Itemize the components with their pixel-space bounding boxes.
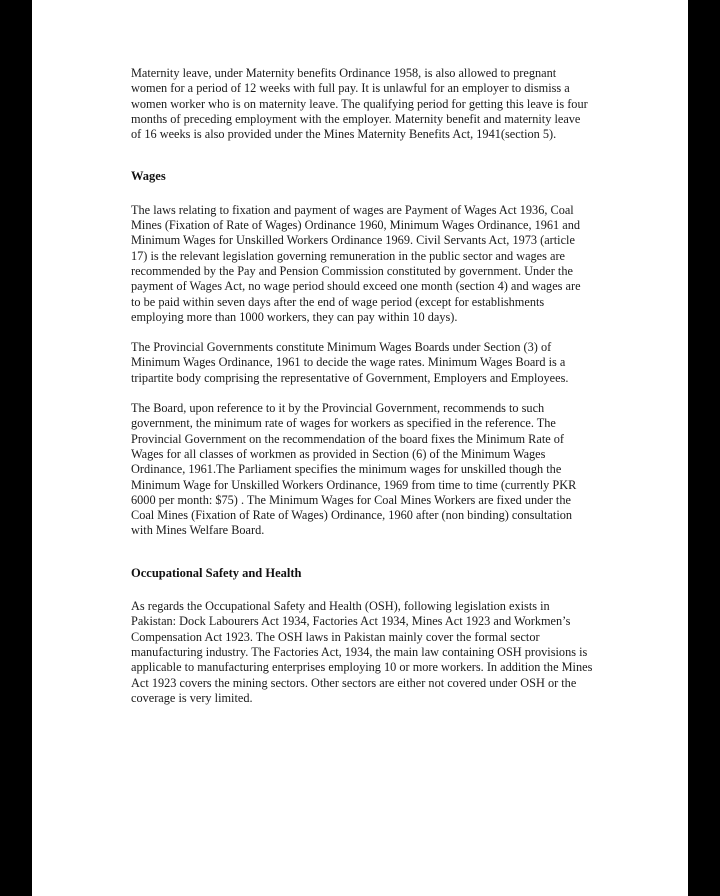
paragraph-wages-laws: The laws relating to fixation and payment of wages are Payment of Wages Act 1936, Coal Mines (Fixation of Rate of Wages) Ordinance 1960, Minimum Wages Ordinance, 1961 and Minimum Wages for Unskilled Workers Ordinance 1969. Civil Servants Act, 1973 (article 17) is the relevant legislation governing remuneration in the public sector and wages are recommended by the Pay and Pension Commission constituted by government. Under the payment of Wages Act, no wage period should exceed one month (section 4) and wages are to be paid within seven days after the end of wage period (except for establishments employing more than 1000 workers, they can pay within 10 days). [131, 202, 581, 324]
paragraph-maternity-leave: Maternity leave, under Maternity benefits Ordinance 1958, is also allowed to pregnant women for a period of 12 weeks with full pay. It is unlawful for an employer to dismiss a women worker who is on maternity leave. The qualifying period for getting this leave is four months of preceding employment with the employer. Maternity benefit and maternity leave of 16 weeks is also provided under the Mines Maternity Benefits Act, 1941(section 5). [131, 66, 588, 142]
document-body [131, 66, 593, 706]
section-heading-osh: Occupational Safety and Health [131, 565, 302, 580]
paragraph-osh-legislation: As regards the Occupational Safety and Health (OSH), following legislation exists in Pakistan: Dock Labourers Act 1934, Factories Act 1934, Mines Act 1923 and Workmen’s Compensation Act 1923. The OSH laws in Pakistan mainly cover the formal sector manufacturing industry. The Factories Act, 1934, the main law containing OSH provisions is applicable to manufacturing enterprises employing 10 or more workers. In addition the Mines Act 1923 covers the mining sectors. Other sectors are either not covered under OSH or the coverage is very limited. [131, 599, 593, 705]
document-page [32, 0, 688, 896]
section-heading-wages: Wages [131, 169, 166, 184]
paragraph-board-recommendation: The Board, upon reference to it by the Provincial Government, recommends to such government, the minimum rate of wages for workers as specified in the reference. The Provincial Government on the recommendation of the board fixes the Minimum Rate of Wages for all classes of workmen as provided in Section (6) of the Minimum Wages Ordinance, 1961.The Parliament specifies the minimum wages for unskilled though the Minimum Wage for Unskilled Workers Ordinance, 1969 from time to time (currently PKR 6000 per month: $75) . The Minimum Wages for Coal Mines Workers are fixed under the Coal Mines (Fixation of Rate of Wages) Ordinance, 1960 after (non binding) consultation with Mines Welfare Board. [131, 401, 577, 538]
paragraph-minimum-wages-boards: The Provincial Governments constitute Minimum Wages Boards under Section (3) of Minimum Wages Ordinance, 1961 to decide the wage rates. Minimum Wages Board is a tripartite body comprising the representative of Government, Employers and Employees. [131, 340, 569, 385]
